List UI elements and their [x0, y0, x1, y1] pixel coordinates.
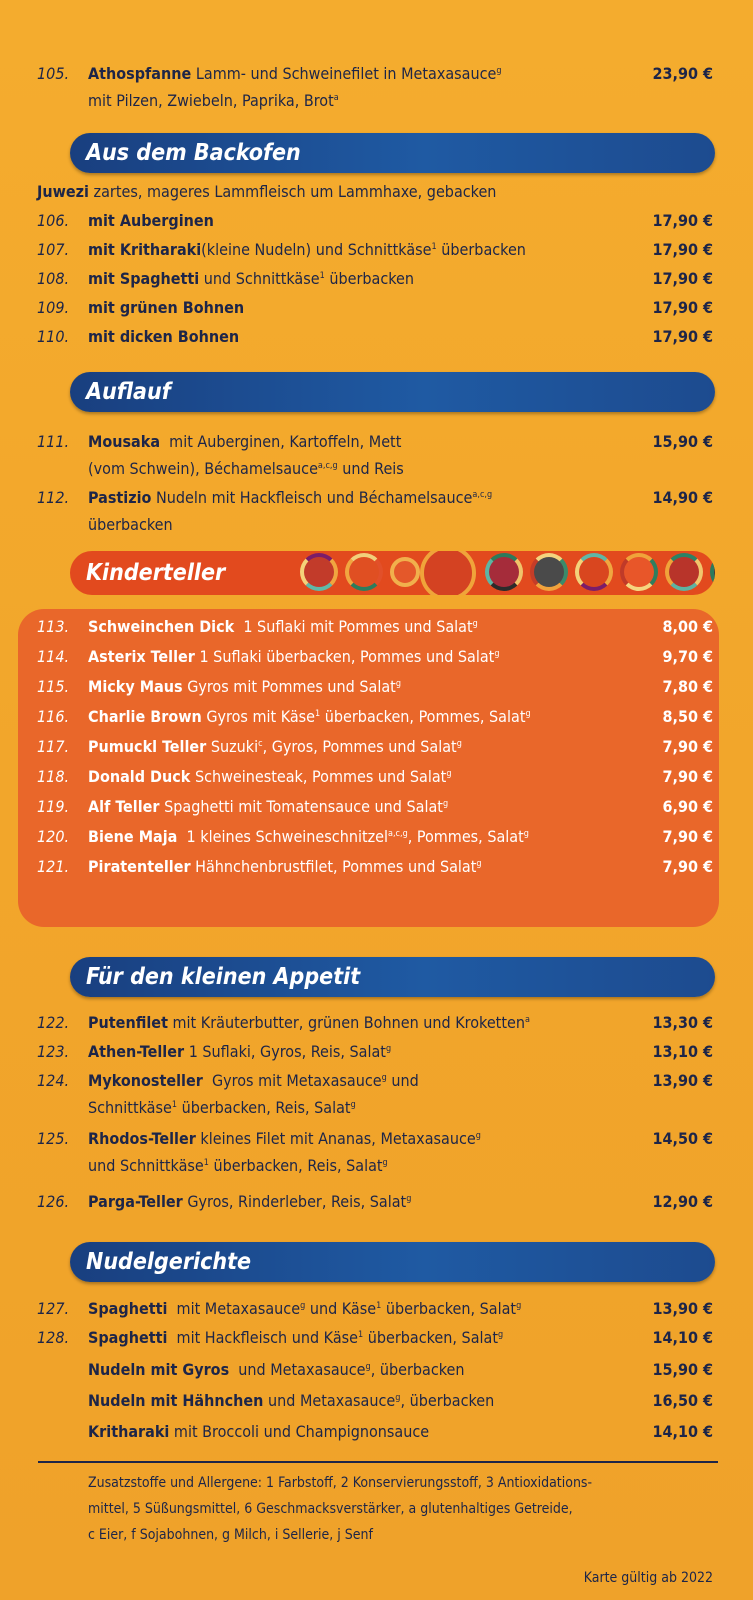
decor-circle: [620, 553, 658, 591]
item-price: 12,90 €: [652, 1192, 713, 1211]
item-desc: mit Broccoli und Champignonsauce: [173, 1422, 430, 1441]
item-name: Charlie Brown: [88, 707, 202, 726]
kinderteller-box: 113. Schweinchen Dick 1 Suflaki mit Pommes und Salat$^g$ 8,00 € 114. Asterix Teller 1 Suflaki überbacken, Pommes und Salat$^g$ 9,70 € 115. Micky Maus Gyros mit Pommes und Salat$^g$ 7,80 € 116. Charlie Brown Gyros mit Käse$^1$ überbacken, Pommes, Salat$^g$ 8,50 € 117. Pumuckl Teller Suzuki$^c$, Gyros, Pommes und Salat$^g$ 7,90 € 118. Donald Duck Schweinesteak, Pommes und Salat$^g$ 7,90 € 119. Alf Teller Spaghetti mit Tomatensauce und Salat$^g$ 6,90 € 120. Biene Maja 1 kleines Schweineschnitzel$^{a,c,g}$, Pommes, Salat$^g$ 7,90 € 121. Piratenteller Hähnchenbrustfilet, Pommes und Salat$^g$ 7,90 €: [18, 609, 719, 927]
item-number: 120.: [37, 827, 70, 846]
section-title: Für den kleinen Appetit: [86, 964, 361, 990]
item-desc: Lamm- und Schweinefilet in Metaxasauce: [195, 64, 497, 83]
item-price: 7,90 €: [662, 737, 713, 756]
section-header-kinderteller: [70, 551, 715, 595]
item-price: 23,90 €: [652, 64, 713, 83]
item-name: Asterix Teller: [88, 647, 195, 666]
item-number: 124.: [37, 1071, 70, 1090]
intro-name: Juwezi: [37, 182, 89, 201]
item-name: Nudeln mit Gyros: [88, 1360, 230, 1379]
item-name: Pumuckl Teller: [88, 737, 207, 756]
decor-circle: [575, 553, 613, 591]
item-number: 108.: [37, 269, 70, 288]
item-desc: Gyros mit Metaxasauce: [211, 1071, 382, 1090]
section-title: Nudelgerichte: [86, 1249, 252, 1275]
item-desc: und Metaxasauce: [238, 1360, 366, 1379]
item-name: Pastizio: [88, 488, 152, 507]
item-price: 16,50 €: [652, 1391, 713, 1410]
item-name: Spaghetti: [88, 1328, 168, 1347]
item-number: 123.: [37, 1042, 70, 1061]
item-desc: mit Pilzen, Zwiebeln, Paprika, Brot: [88, 91, 334, 110]
item-name: mit Kritharaki: [88, 240, 202, 259]
item-name: Micky Maus: [88, 677, 183, 696]
section-header-appetit: [70, 957, 715, 997]
decor-circle: [345, 553, 383, 591]
item-number: 109.: [37, 298, 70, 317]
item-number: 114.: [37, 647, 70, 666]
item-price: 6,90 €: [662, 797, 713, 816]
allergen-line: mittel, 5 Süßungsmittel, 6 Geschmacksverstärker, a glutenhaltiges Getreide,: [88, 1501, 573, 1517]
item-desc: mit Metaxasauce: [176, 1299, 301, 1318]
item-number: 113.: [37, 617, 70, 636]
item-name: mit Spaghetti: [88, 269, 200, 288]
item-desc: Schweinesteak, Pommes und Salat: [194, 767, 447, 786]
item-number: 111.: [37, 432, 70, 451]
item-desc: Gyros, Rinderleber, Reis, Salat: [187, 1192, 407, 1211]
item-desc: 1 Suflaki, Gyros, Reis, Salat: [188, 1042, 386, 1061]
item-desc: Nudeln mit Hackfleisch und Béchamelsauce: [155, 488, 473, 507]
section-title: Aus dem Backofen: [86, 140, 301, 166]
item-price: 13,30 €: [652, 1013, 713, 1032]
item-number: 107.: [37, 240, 70, 259]
item-name: Donald Duck: [88, 767, 191, 786]
decor-circle: [665, 553, 703, 591]
item-price: 17,90 €: [652, 298, 713, 317]
item-price: 13,90 €: [652, 1299, 713, 1318]
item-desc: Suzuki: [210, 737, 259, 756]
item-name: Mykonosteller: [88, 1071, 203, 1090]
item-desc: 1 Suflaki überbacken, Pommes und Salat: [199, 647, 495, 666]
allergen-line: Zusatzstoffe und Allergene: 1 Farbstoff, 2 Konservierungsstoff, 3 Antioxidations-: [88, 1475, 593, 1491]
item-number: 128.: [37, 1328, 70, 1347]
section-header-nudel: [70, 1242, 715, 1282]
allergen-note: [88, 1470, 688, 1548]
item-number: 118.: [37, 767, 70, 786]
item-desc: (kleine Nudeln) und Schnittkäse: [201, 240, 432, 259]
item-price: 15,90 €: [652, 1360, 713, 1379]
item-number: 127.: [37, 1299, 70, 1318]
item-name: Parga-Teller: [88, 1192, 183, 1211]
item-desc: Gyros mit Käse: [206, 707, 316, 726]
item-price: 14,90 €: [652, 488, 713, 507]
decor-circle: [390, 557, 420, 587]
validity-note: Karte gültig ab 2022: [583, 1570, 713, 1586]
item-price: 7,80 €: [662, 677, 713, 696]
item-price: 7,90 €: [662, 857, 713, 876]
section-title: Auflauf: [86, 379, 171, 405]
menu-page: 105. Athospfanne Lamm- und Schweinefilet in Metaxasauce$^g$ 23,90 € mit Pilzen, Zwiebeln, Paprika, Brot$^a$ Aus dem Backofen Juwezi zartes, mageres Lammfleisch um Lammhaxe, gebacken 106. mit Auberginen 17,90 € 107. mit Kritharaki(kleine Nudeln) und Schnittkäse$^1$ überbacken 17,90 € 108. mit Spaghetti und Schnittkäse$^1$ überbacken 17,90 € 109. mit grünen Bohnen 17,90 € 110. mit dicken Bohnen 17,90 € Auflauf 111. Mousaka mit Auberginen, Kartoffeln, Mett 15,90 € (vom Schwein), Béchamelsauce$^{a,c,g}$ und Reis 112. Pastizio Nudeln mit Hackfleisch und Béchamelsauce$^{a,c,g}$ 14,90 € überbacken Kinderteller 113. Schweinchen Dick 1 Suflaki mit Pommes und Salat$^g$ 8,00 € 114. Asterix Teller 1 Suflaki überbacken, Pommes und Salat$^g$ 9,70 € 115. Micky Maus Gyros mit Pommes und Salat$^g$ 7,80 € 116. Charlie Brown Gyros mit Käse$^1$ überbacken, Pommes, Salat$^g$ 8,50 € 117. Pumuckl Teller Suzuki$^c$, Gyros, Pommes und Salat$^g$ 7,90 € 118. Donald Duck Schweinesteak, Pommes und Salat$^g$ 7,90 € 119. Alf Teller Spaghetti mit Tomatensauce und Salat$^g$ 6,90 € 120. Biene Maja 1 kleines Schweineschnitzel$^{a,c,g}$, Pommes, Salat$^g$ 7,90 € 121. Piratenteller Hähnchenbrustfilet, Pommes und Salat$^g$ 7,90 € Für den kleinen Appetit 122. Putenfilet mit Kräuterbutter, grünen Bohnen und Kroketten$^a$ 13,30 € 123. Athen-Teller 1 Suflaki, Gyros, Reis, Salat$^g$ 13,10 € 124. Mykonosteller Gyros mit Metaxasauce$^g$ und 13,90 € Schnittkäse$^1$ überbacken, Reis, Salat$^g$ 125. Rhodos-Teller kleines Filet mit Ananas, Metaxasauce$^g$ 14,50 € und Schnittkäse$^1$ überbacken, Reis, Salat$^g$ 126. Parga-Teller Gyros, Rinderleber, Reis, Salat$^g$ 12,90 € Nudelgerichte 127. Spaghetti mit Metaxasauce$^g$ und Käse$^1$ überbacken, Salat$^g$ 13,90 € 128. Spaghetti mit Hackfleisch und Käse$^1$ überbacken, Salat$^g$ 14,10 € Nudeln mit Gyros und Metaxasauce$^g$, überbacken 15,90 € Nudeln mit Hähnchen und Metaxasauce$^g$, überbacken 16,50 € Kritharaki mit Broccoli und Champignonsauce 14,10 € Zusatzstoffe und Allergene: 1 Farbstoff, 2 Konservierungsstoff, 3 Antioxidations- mittel, 5 Süßungsmittel, 6 Geschmacksverstärker, a glutenhaltiges Getreide, c Eier, f Sojabohnen, g Milch, i Sellerie, j Senf Karte gültig ab 2022: [0, 0, 753, 1600]
item-number: 112.: [37, 488, 70, 507]
item-name: mit Auberginen: [88, 211, 214, 230]
item-price: 14,50 €: [652, 1129, 713, 1148]
item-price: 15,90 €: [652, 432, 713, 451]
item-desc: Hähnchenbrustfilet, Pommes und Salat: [195, 857, 477, 876]
item-number: 105.: [37, 64, 70, 83]
intro-text: zartes, mageres Lammfleisch um Lammhaxe, gebacken: [93, 182, 497, 201]
item-name: Athen-Teller: [88, 1042, 185, 1061]
allergen-line: c Eier, f Sojabohnen, g Milch, i Sellerie, j Senf: [88, 1527, 373, 1543]
decor-circle: [530, 553, 568, 591]
item-price: 17,90 €: [652, 269, 713, 288]
item-name: Spaghetti: [88, 1299, 168, 1318]
item-desc: mit Kräuterbutter, grünen Bohnen und Kroketten: [172, 1013, 525, 1032]
item-desc: mit Auberginen, Kartoffeln, Mett: [169, 432, 402, 451]
item-name: mit grünen Bohnen: [88, 298, 245, 317]
decor-circle: [485, 553, 523, 591]
item-name: Piratenteller: [88, 857, 191, 876]
divider: [38, 1461, 718, 1463]
item-name: Mousaka: [88, 432, 161, 451]
item-price: 8,50 €: [662, 707, 713, 726]
item-price: 13,90 €: [652, 1071, 713, 1090]
item-number: 119.: [37, 797, 70, 816]
item-name: mit dicken Bohnen: [88, 327, 240, 346]
item-number: 121.: [37, 857, 70, 876]
item-number: 115.: [37, 677, 70, 696]
section-header-auflauf: [70, 372, 715, 412]
item-price: 7,90 €: [662, 767, 713, 786]
section-title: Kinderteller: [86, 560, 226, 586]
item-desc: und Metaxasauce: [268, 1391, 396, 1410]
decor-circle: [300, 553, 338, 591]
item-number: 110.: [37, 327, 70, 346]
item-price: 17,90 €: [652, 327, 713, 346]
item-number: 122.: [37, 1013, 70, 1032]
item-number: 106.: [37, 211, 70, 230]
item-name: Biene Maja: [88, 827, 178, 846]
item-price: 8,00 €: [662, 617, 713, 636]
item-number: 117.: [37, 737, 70, 756]
item-price: 14,10 €: [652, 1328, 713, 1347]
decor-circle: [710, 553, 715, 591]
item-desc: 1 Suflaki mit Pommes und Salat: [243, 617, 473, 636]
item-number: 125.: [37, 1129, 70, 1148]
item-name: Kritharaki: [88, 1422, 170, 1441]
item-desc: 1 kleines Schweineschnitzel: [186, 827, 389, 846]
item-name: Rhodos-Teller: [88, 1129, 196, 1148]
item-name: Nudeln mit Hähnchen: [88, 1391, 264, 1410]
item-price: 17,90 €: [652, 240, 713, 259]
item-desc: und Schnittkäse: [203, 269, 320, 288]
item-name: Athospfanne: [88, 64, 192, 83]
item-price: 7,90 €: [662, 827, 713, 846]
item-number: 126.: [37, 1192, 70, 1211]
item-price: 13,10 €: [652, 1042, 713, 1061]
item-desc: Spaghetti mit Tomatensauce und Salat: [164, 797, 443, 816]
item-number: 116.: [37, 707, 70, 726]
item-name: Schweinchen Dick: [88, 617, 235, 636]
item-name: Alf Teller: [88, 797, 160, 816]
decor-circle: [420, 551, 476, 595]
item-desc: mit Hackfleisch und Käse: [176, 1328, 359, 1347]
item-price: 17,90 €: [652, 211, 713, 230]
item-desc: kleines Filet mit Ananas, Metaxasauce: [200, 1129, 476, 1148]
item-price: 14,10 €: [652, 1422, 713, 1441]
item-name: Putenfilet: [88, 1013, 168, 1032]
item-price: 9,70 €: [662, 647, 713, 666]
item-desc: Gyros mit Pommes und Salat: [187, 677, 396, 696]
section-header-backofen: [70, 133, 715, 173]
